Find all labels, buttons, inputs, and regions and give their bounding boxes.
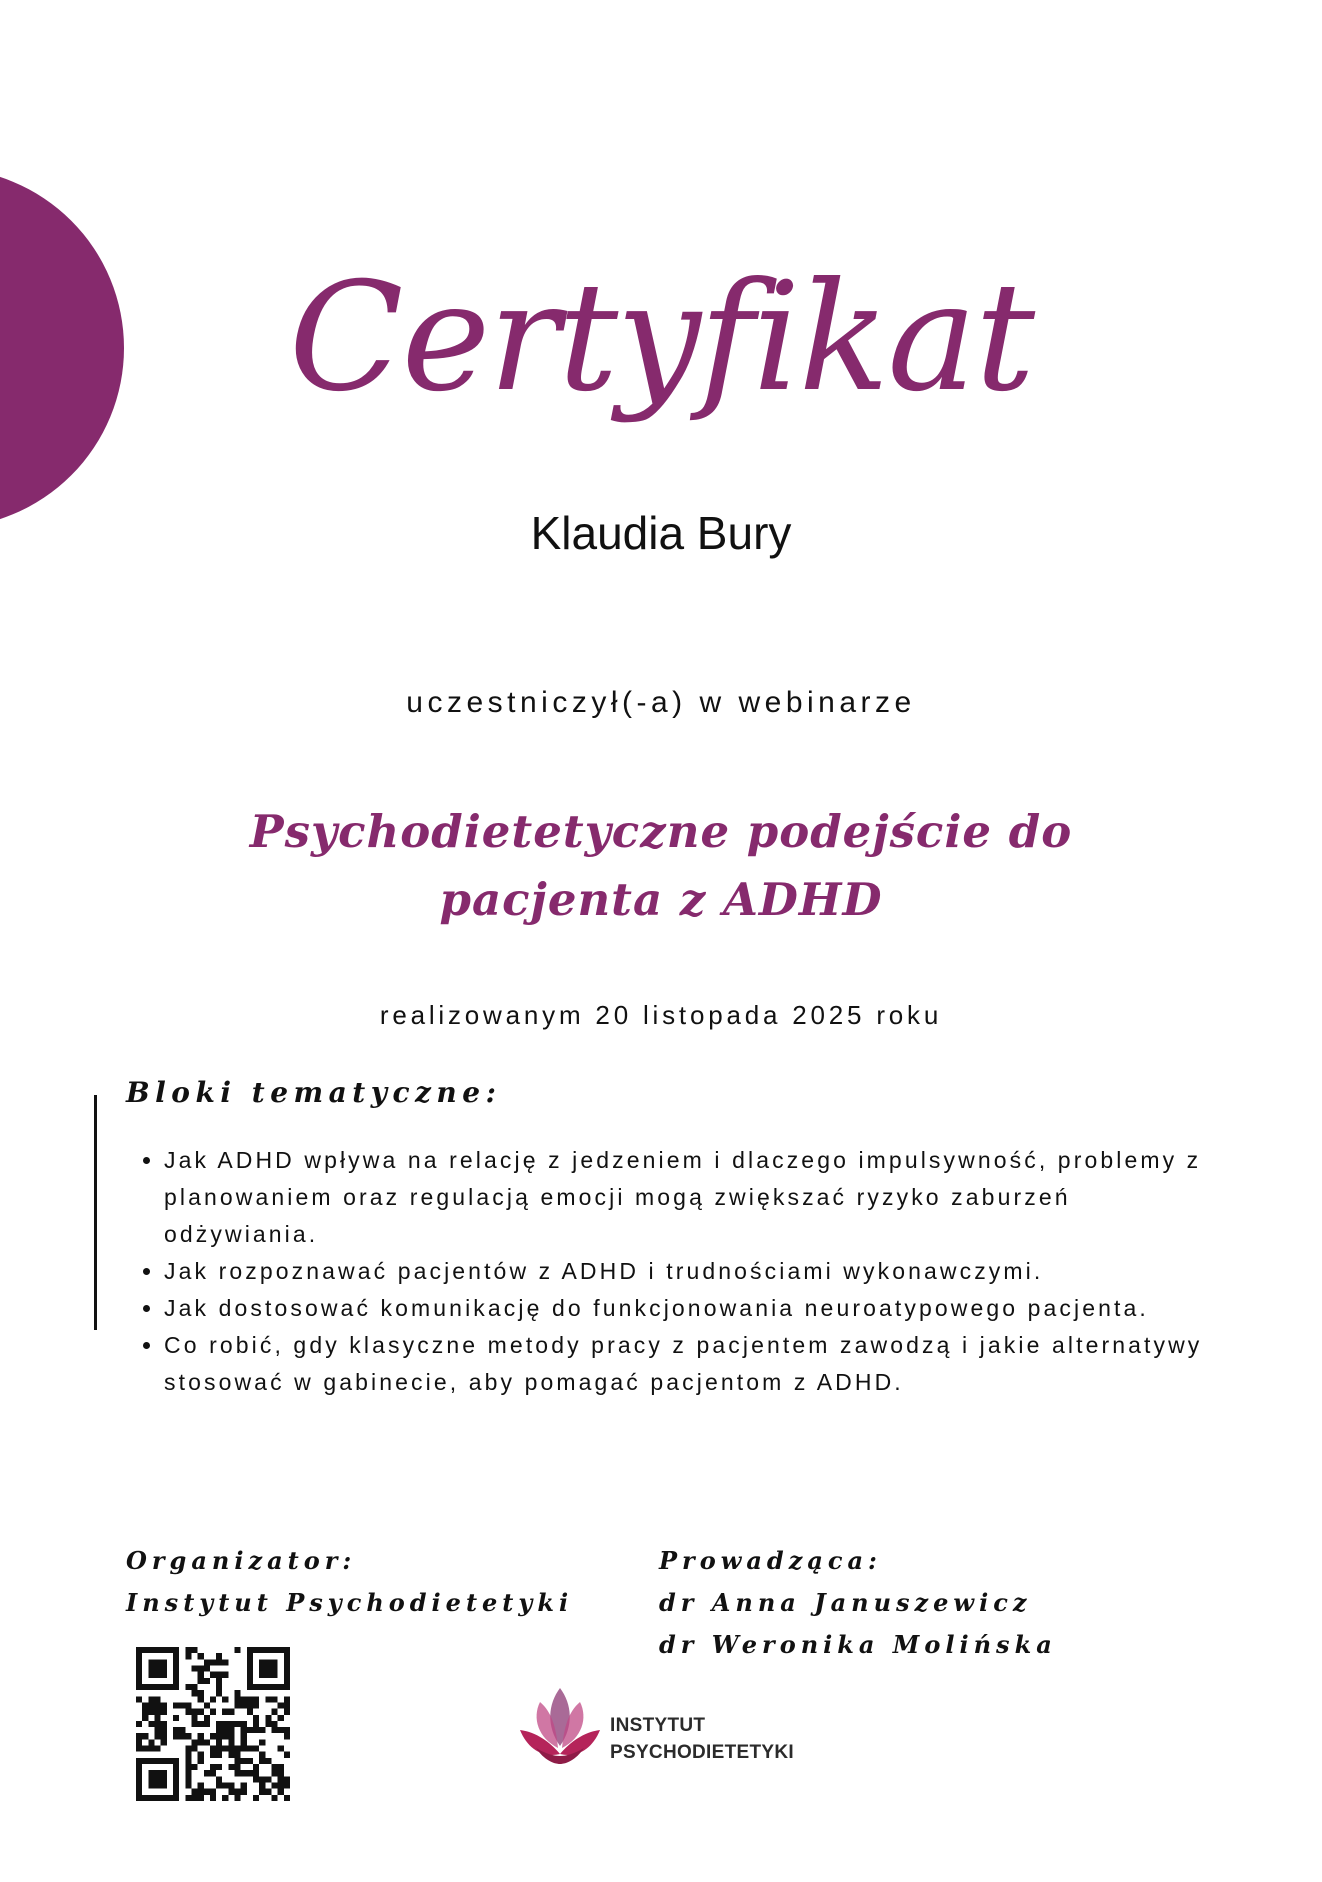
lecturer-name: dr Weronika Molińska [659, 1630, 1057, 1659]
list-item: • Jak ADHD wpływa na relację z jedzeniem i dlaczego impulsywność, problemy z planowaniem oraz regulacją emocji mogą zwiększać ryzyko zaburzeń odżywiania. [164, 1142, 1234, 1253]
webinar-title: Psychodietetyczne podejście do pacjenta z ADHD [249, 805, 1073, 926]
topics-heading: Bloki tematyczne: [126, 1076, 502, 1109]
lecturers-label: Prowadząca: [659, 1546, 882, 1575]
vertical-divider [94, 1095, 97, 1330]
recipient-name: Klaudia Bury [530, 507, 792, 559]
list-item: • Co robić, gdy klasyczne metody pracy z pacjentem zawodzą i jakie alternatywy stosować w gabinecie, aby pomagać pacjentom z ADHD. [164, 1327, 1234, 1401]
logo-text [610, 1712, 794, 1766]
webinar-date: realizowanym 20 listopada 2025 roku [379, 1000, 943, 1030]
organizer-name: Instytut Psychodietetyki [126, 1588, 574, 1617]
topics-list [140, 1142, 1234, 1401]
organizer-label: Organizator: [126, 1546, 357, 1575]
logo-line-1: INSTYTUT [610, 1715, 706, 1736]
lecturer-name: dr Anna Januszewicz [659, 1588, 1032, 1617]
participation-text: uczestniczył(-a) w webinarze [406, 686, 916, 719]
list-item: • Jak dostosować komunikację do funkcjonowania neuroatypowego pacjenta. [164, 1290, 1234, 1327]
qr-code-icon[interactable] [136, 1647, 290, 1801]
list-item: • Jak rozpoznawać pacjentów z ADHD i trudnościami wykonawczymi. [164, 1253, 1234, 1290]
logo-line-2: PSYCHODIETETYKI [610, 1742, 794, 1763]
certificate-title: Certyfikat [288, 251, 1034, 425]
